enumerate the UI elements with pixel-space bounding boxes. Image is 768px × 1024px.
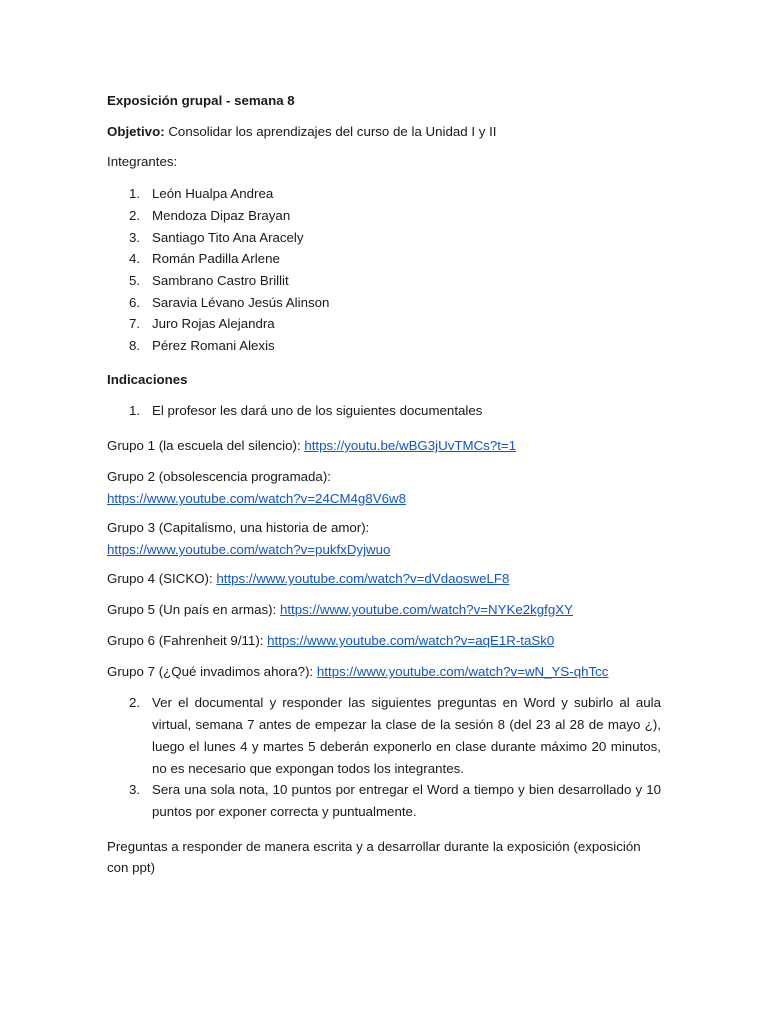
step-3 <box>129 779 661 823</box>
member-name: Santiago Tito Ana Aracely <box>152 230 304 245</box>
video-link[interactable]: https://youtu.be/wBG3jUvTMCs?t=1 <box>304 438 517 453</box>
list-item <box>129 227 304 249</box>
group-label: Grupo 4 (SICKO): <box>107 571 217 586</box>
questions-intro: Preguntas a responder de manera escrita y a desarrollar durante la exposición (exposición con ppt) <box>107 839 641 875</box>
group-label: Grupo 5 (Un país en armas): <box>107 602 280 617</box>
indications-heading: Indicaciones <box>107 372 188 387</box>
member-name: Saravia Lévano Jesús Alinson <box>152 295 330 310</box>
member-name: Juro Rojas Alejandra <box>152 316 275 331</box>
list-number: 8. <box>129 338 141 353</box>
group-5 <box>107 599 573 621</box>
list-item <box>129 270 289 292</box>
objective-paragraph <box>107 121 497 143</box>
group-label: Grupo 6 (Fahrenheit 9/11): <box>107 633 268 648</box>
list-item <box>129 335 275 357</box>
video-link[interactable]: https://www.youtube.com/watch?v=dVdaosweLF8 <box>216 571 510 586</box>
group-label: Grupo 3 (Capitalismo, una historia de amor): <box>107 520 370 535</box>
group-label: Grupo 1 (la escuela del silencio): <box>107 438 305 453</box>
group-label: Grupo 7 (¿Qué invadimos ahora?): <box>107 664 317 679</box>
list-number: 1. <box>129 403 141 418</box>
step-text: El profesor les dará uno de los siguientes documentales <box>152 403 483 418</box>
group-7 <box>107 661 608 683</box>
list-item <box>129 292 329 314</box>
video-link[interactable]: https://www.youtube.com/watch?v=24CM4g8V6w8 <box>107 491 406 506</box>
step-text: Sera una sola nota, 10 puntos por entregar el Word a tiempo y bien desarrollado y 10 puntos por exponer correcta y puntualmente. <box>152 782 661 819</box>
video-link[interactable]: https://www.youtube.com/watch?v=pukfxDyjwuo <box>107 542 391 557</box>
group-2 <box>107 466 406 510</box>
step-2 <box>129 692 661 780</box>
members-heading: Integrantes: <box>107 154 178 169</box>
group-1 <box>107 435 516 457</box>
objective-text: Consolidar los aprendizajes del curso de la Unidad I y II <box>164 124 497 139</box>
list-number: 4. <box>129 251 141 266</box>
group-label: Grupo 2 (obsolescencia programada): <box>107 469 331 484</box>
list-number: 3. <box>129 230 141 245</box>
list-number: 3. <box>129 782 141 797</box>
group-3 <box>107 517 390 561</box>
list-number: 1. <box>129 186 141 201</box>
member-name: Pérez Romani Alexis <box>152 338 275 353</box>
video-link[interactable]: https://www.youtube.com/watch?v=wN_YS-qhTcc <box>316 664 609 679</box>
step-1 <box>129 400 482 422</box>
list-number: 2. <box>129 208 141 223</box>
group-4 <box>107 568 509 590</box>
list-number: 5. <box>129 273 141 288</box>
member-name: Mendoza Dipaz Brayan <box>152 208 291 223</box>
video-link[interactable]: https://www.youtube.com/watch?v=NYKe2kgfgXY <box>279 602 573 617</box>
list-item <box>129 313 275 335</box>
list-number: 6. <box>129 295 141 310</box>
video-link[interactable]: https://www.youtube.com/watch?v=aqE1R-taSk0 <box>267 633 555 648</box>
group-6 <box>107 630 554 652</box>
list-item <box>129 183 273 205</box>
member-name: Sambrano Castro Brillit <box>152 273 289 288</box>
list-number: 7. <box>129 316 141 331</box>
step-text: Ver el documental y responder las siguientes preguntas en Word y subirlo al aula virtual, semana 7 antes de empezar la clase de la sesión 8 (del 23 al 28 de mayo ¿), luego el lunes 4 y martes 5 deberán exponerlo en clase durante máximo 20 minutos, no es necesario que expongan todos los integrantes. <box>152 695 661 776</box>
document-title: Exposición grupal - semana 8 <box>107 93 295 108</box>
list-number: 2. <box>129 695 141 710</box>
objective-label: Objetivo: <box>107 124 165 139</box>
list-item <box>129 248 280 270</box>
member-name: León Hualpa Andrea <box>152 186 274 201</box>
member-name: Román Padilla Arlene <box>152 251 280 266</box>
list-item <box>129 205 290 227</box>
